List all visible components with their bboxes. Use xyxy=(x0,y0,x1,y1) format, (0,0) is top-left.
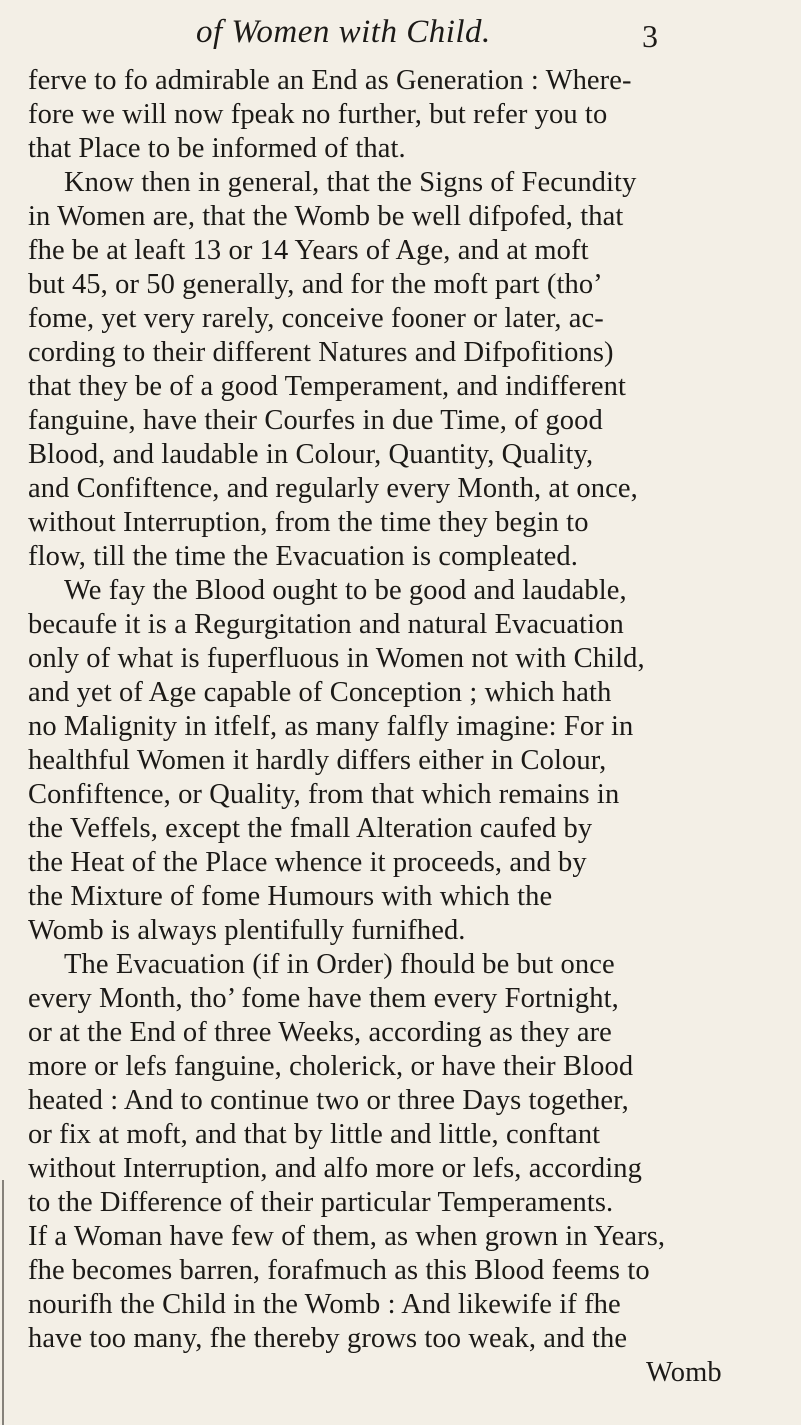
text-line: the Heat of the Place whence it proceeds, and by xyxy=(28,847,587,878)
text-line: but 45, or 50 generally, and for the moft part (tho’ xyxy=(28,269,603,300)
text-line: without Interruption, from the time they begin to xyxy=(28,507,589,538)
text-line: Confiftence, or Quality, from that which remains in xyxy=(28,779,620,810)
text-line: more or lefs fanguine, cholerick, or have their Blood xyxy=(28,1051,634,1082)
text-line: cording to their different Natures and Difpofitions) xyxy=(28,337,614,368)
text-line: fome, yet very rarely, conceive fooner or later, ac- xyxy=(28,303,604,334)
paragraph-start-line: Know then in general, that the Signs of Fecundity xyxy=(64,167,637,198)
text-line: If a Woman have few of them, as when grown in Years, xyxy=(28,1221,666,1252)
gutter-shadow xyxy=(2,1180,4,1425)
text-line: that they be of a good Temperament, and indifferent xyxy=(28,371,626,402)
paragraph-start-line: We fay the Blood ought to be good and laudable, xyxy=(64,575,627,606)
text-line: and yet of Age capable of Conception ; which hath xyxy=(28,677,612,708)
text-line: fanguine, have their Courfes in due Time, of good xyxy=(28,405,603,436)
text-line: heated : And to continue two or three Days together, xyxy=(28,1085,629,1116)
text-line: or at the End of three Weeks, according as they are xyxy=(28,1017,612,1048)
text-line: healthful Women it hardly differs either in Colour, xyxy=(28,745,607,776)
text-line: that Place to be informed of that. xyxy=(28,133,406,164)
text-line: nourifh the Child in the Womb : And likewife if fhe xyxy=(28,1289,621,1320)
text-line: the Mixture of fome Humours with which the xyxy=(28,881,553,912)
text-line: the Veffels, except the fmall Alteration caufed by xyxy=(28,813,593,844)
text-line: no Malignity in itfelf, as many falfly imagine: For in xyxy=(28,711,634,742)
text-line: to the Difference of their particular Temperaments. xyxy=(28,1187,614,1218)
text-line: every Month, tho’ fome have them every Fortnight, xyxy=(28,983,619,1014)
paragraph-start-line: The Evacuation (if in Order) fhould be but once xyxy=(64,949,615,980)
text-line: or fix at moft, and that by little and little, conftant xyxy=(28,1119,601,1150)
text-line: Blood, and laudable in Colour, Quantity, Quality, xyxy=(28,439,594,470)
text-line: becaufe it is a Regurgitation and natural Evacuation xyxy=(28,609,624,640)
text-line: only of what is fuperfluous in Women not with Child, xyxy=(28,643,645,674)
text-line: fore we will now fpeak no further, but refer you to xyxy=(28,99,608,130)
running-head xyxy=(0,14,801,58)
text-line: fhe be at leaft 13 or 14 Years of Age, and at moft xyxy=(28,235,589,266)
running-title: of Women with Child. xyxy=(196,14,491,50)
text-line: and Confiftence, and regularly every Month, at once, xyxy=(28,473,638,504)
text-line: Womb is always plentifully furnifhed. xyxy=(28,915,466,946)
text-line: fhe becomes barren, forafmuch as this Blood feems to xyxy=(28,1255,650,1286)
text-line: ferve to fo admirable an End as Generation : Where- xyxy=(28,65,632,96)
text-line: flow, till the time the Evacuation is compleated. xyxy=(28,541,578,572)
text-line: in Women are, that the Womb be well difpofed, that xyxy=(28,201,624,232)
text-line: have too many, fhe thereby grows too weak, and the xyxy=(28,1323,628,1354)
text-line: without Interruption, and alfo more or lefs, according xyxy=(28,1153,643,1184)
catchword: Womb xyxy=(646,1357,722,1388)
page-number: 3 xyxy=(642,18,658,54)
